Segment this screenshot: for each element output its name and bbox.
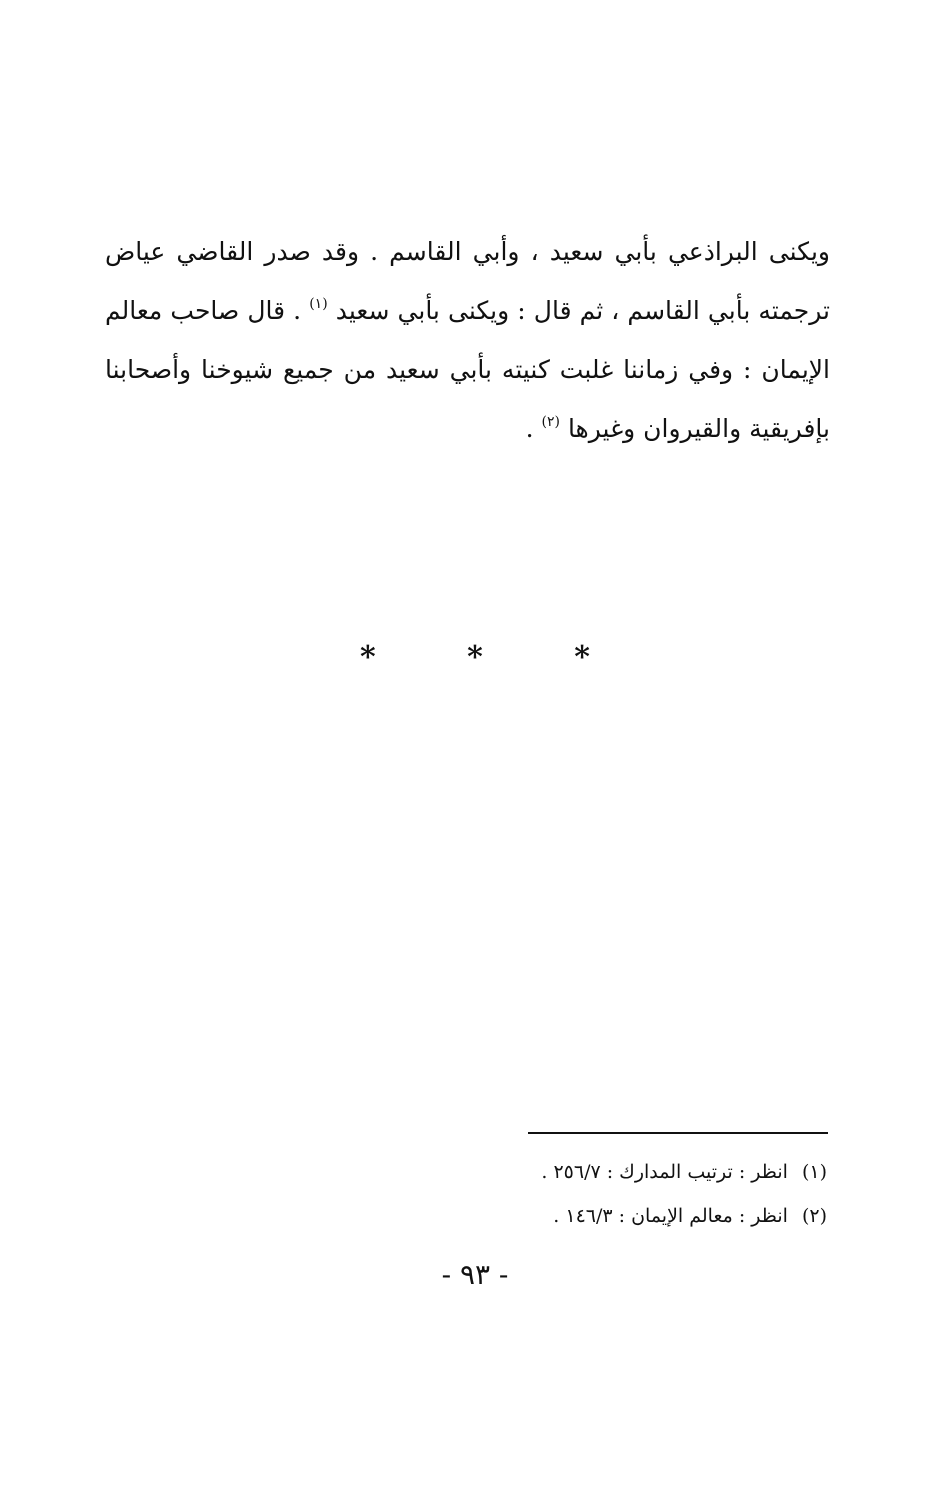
footnote-1-number: (١) (801, 1161, 827, 1183)
paragraph-line-3: الإيمان : وفي زماننا غلبت كنيته بأبي سعيد من جميع شيوخنا وأصحابنا (105, 355, 830, 384)
footnote-1 (470, 1150, 827, 1194)
footnote-2-number: (٢) (801, 1205, 827, 1227)
footnote-reference-1[interactable]: (١) (309, 296, 328, 312)
paragraph-line-2-continuation: . قال صاحب معالم (105, 296, 302, 325)
page-number: - ٩٣ - (441, 1258, 509, 1291)
main-paragraph (105, 222, 830, 458)
asterisk-icon: * (574, 640, 590, 675)
footnote-reference-2[interactable]: (٢) (541, 414, 560, 430)
footnote-2-text: انظر : معالم الإيمان : ١٤٦/٣ . (553, 1205, 788, 1227)
footnotes (470, 1150, 827, 1238)
paragraph-line-4-end: . (525, 414, 534, 443)
paragraph-line-2-text: ترجمته بأبي القاسم ، ثم قال : ويكنى بأبي سعيد (335, 296, 830, 325)
asterisk-icon: * (467, 640, 483, 675)
section-separator (360, 640, 590, 675)
paragraph-line-1: ويكنى البراذعي بأبي سعيد ، وأبي القاسم . وقد صدر القاضي عياض (105, 237, 830, 266)
paragraph-line-4 (105, 399, 830, 458)
footnote-1-text: انظر : ترتيب المدارك : ٢٥٦/٧ . (541, 1161, 788, 1183)
footnote-divider (528, 1132, 828, 1134)
asterisk-icon: * (360, 640, 376, 675)
footnote-2 (470, 1194, 827, 1238)
paragraph-line-2 (105, 281, 830, 340)
paragraph-line-4-text: بإفريقية والقيروان وغيرها (567, 414, 830, 443)
